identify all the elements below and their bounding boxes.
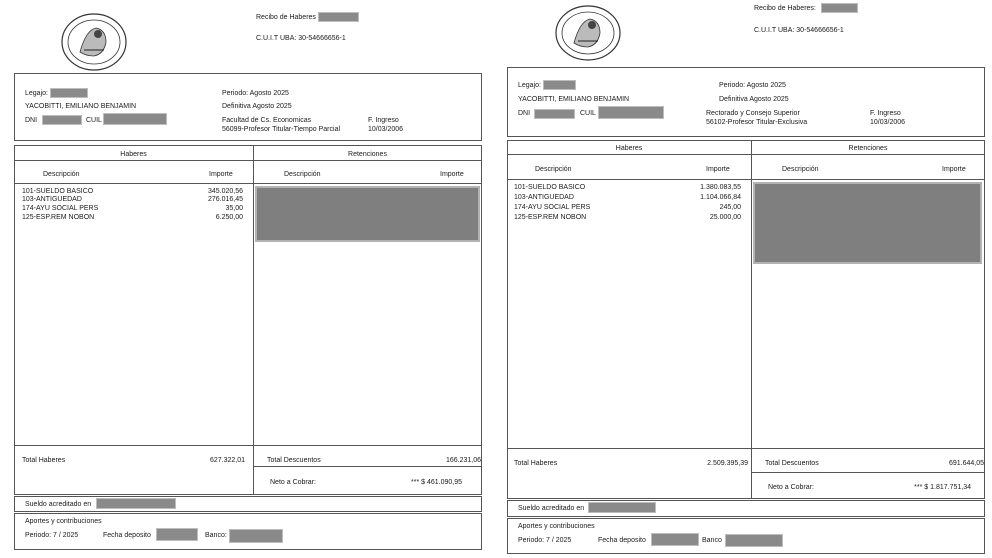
dni-label: DNI [518, 110, 531, 117]
retenciones-col-descripcion: Descripción [284, 171, 321, 178]
total-descuentos-label: Total Descuentos [267, 457, 321, 464]
redacted-banco [229, 529, 283, 543]
aportes-label: Aportes y contribuciones [25, 518, 102, 525]
redacted-recibo-number [318, 12, 359, 22]
item-importe: 1.104.066,84 [700, 194, 741, 201]
item-desc: 103-ANTIGUEDAD [22, 196, 82, 203]
redacted-legajo [543, 80, 576, 90]
f-ingreso-date: 10/03/2006 [368, 126, 404, 133]
redacted-fecha-deposito [651, 533, 699, 546]
definitiva-text: Definitiva Agosto 2025 [222, 103, 292, 110]
item-desc: 103-ANTIGUEDAD [514, 194, 574, 201]
haberes-col-importe: Importe [209, 171, 233, 178]
total-haberes-value: 2.509.395,39 [707, 460, 748, 467]
redacted-banco [725, 534, 783, 547]
redacted-cuenta [588, 502, 656, 513]
redacted-dni [534, 109, 575, 119]
redacted-dni [42, 115, 82, 125]
f-ingreso-date: 10/03/2006 [870, 119, 906, 126]
item-importe: 1.380.083,55 [700, 184, 741, 191]
item-importe: 345.020,56 [207, 188, 243, 195]
redacted-retenciones [255, 186, 480, 242]
periodo-text: Periodo: Agosto 2025 [222, 90, 289, 97]
cuit-text: C.U.I.T UBA: 30-54666656-1 [256, 35, 346, 42]
total-descuentos-value: 691.644,05 [948, 460, 984, 467]
redacted-fecha-deposito [156, 528, 198, 541]
haberes-col-descripcion: Descripción [43, 171, 80, 178]
sueldo-acreditado-label: Sueldo acreditado en [25, 501, 92, 508]
item-importe: 6.250,00 [215, 214, 243, 221]
cargo-text: 56102-Profesor Titular-Exclusiva [706, 119, 808, 126]
item-importe: 245,00 [719, 204, 741, 211]
recibo-label: Recibo de Haberes [256, 14, 316, 21]
recibo-label: Recibo de Haberes: [754, 5, 816, 12]
neto-label: Neto a Cobrar: [768, 484, 814, 491]
retenciones-header: Retenciones [348, 151, 387, 158]
retenciones-col-descripcion: Descripción [782, 166, 819, 173]
employee-name: YACOBITTI, EMILIANO BENJAMIN [25, 103, 137, 110]
retenciones-col-importe: Importe [440, 171, 464, 178]
neto-label: Neto a Cobrar: [270, 479, 316, 486]
haberes-header: Haberes [120, 151, 147, 158]
item-importe: 35,00 [225, 205, 243, 212]
haberes-col-importe: Importe [706, 166, 730, 173]
total-descuentos-label: Total Descuentos [765, 460, 819, 467]
redacted-legajo [50, 88, 88, 98]
item-desc: 101-SUELDO BASICO [22, 188, 94, 195]
total-haberes-label: Total Haberes [514, 460, 558, 467]
haberes-header: Haberes [615, 145, 643, 152]
redacted-retenciones [753, 182, 982, 264]
dependencia-text: Facultad de Cs. Economicas [222, 117, 312, 124]
haberes-col-descripcion: Descripción [535, 166, 572, 173]
total-haberes-value: 627.322,01 [209, 457, 245, 464]
item-importe: 25.000,00 [709, 214, 741, 221]
total-descuentos-value: 166.231,06 [445, 457, 481, 464]
dependencia-text: Rectorado y Consejo Superior [706, 110, 800, 117]
sueldo-acreditado-label: Sueldo acreditado en [518, 505, 585, 512]
f-ingreso-label: F. Ingreso [368, 117, 399, 124]
item-desc: 101-SUELDO BASICO [514, 184, 586, 191]
f-ingreso-label: F. Ingreso [870, 110, 901, 117]
dni-label: DNI [25, 117, 38, 124]
fecha-deposito-label: Fecha deposito [598, 537, 646, 544]
payslip-right [496, 0, 992, 558]
uba-seal-logo [554, 4, 622, 62]
legajo-label: Legajo: [25, 90, 48, 97]
periodo-text: Periodo: Agosto 2025 [719, 82, 786, 89]
redacted-cuil [103, 113, 167, 125]
fecha-deposito-label: Fecha deposito [103, 532, 151, 539]
item-importe: 276.016,45 [207, 196, 243, 203]
item-desc: 174-AYU SOCIAL PERS [22, 205, 99, 212]
definitiva-text: Definitiva Agosto 2025 [719, 96, 789, 103]
cuit-text: C.U.I.T UBA: 30-54666656-1 [754, 27, 844, 34]
cuil-label: CUIL [580, 110, 596, 117]
item-desc: 125-ESP.REM NOBON [514, 214, 587, 221]
item-desc: 125-ESP.REM NOBON [22, 214, 95, 221]
total-haberes-label: Total Haberes [22, 457, 66, 464]
neto-value: *** $ 1.817.751,34 [914, 484, 971, 491]
employee-name: YACOBITTI, EMILIANO BENJAMIN [518, 96, 630, 103]
redacted-cuenta [96, 498, 176, 509]
cargo-text: 56099-Profesor Titular-Tiempo Parcial [222, 126, 341, 133]
aportes-label: Aportes y contribuciones [518, 523, 595, 530]
banco-label: Banco [702, 537, 722, 544]
aportes-periodo: Periodo: 7 / 2025 [518, 537, 572, 544]
banco-label: Banco: [205, 532, 227, 539]
legajo-label: Legajo: [518, 82, 541, 89]
redacted-recibo-number [821, 3, 858, 13]
uba-seal-logo [60, 12, 128, 72]
cuil-label: CUIL [86, 117, 102, 124]
retenciones-col-importe: Importe [942, 166, 966, 173]
retenciones-header: Retenciones [848, 145, 888, 152]
neto-value: *** $ 461.090,95 [411, 479, 462, 486]
item-desc: 174-AYU SOCIAL PERS [514, 204, 591, 211]
aportes-periodo: Periodo: 7 / 2025 [25, 532, 79, 539]
redacted-cuil [598, 106, 664, 119]
